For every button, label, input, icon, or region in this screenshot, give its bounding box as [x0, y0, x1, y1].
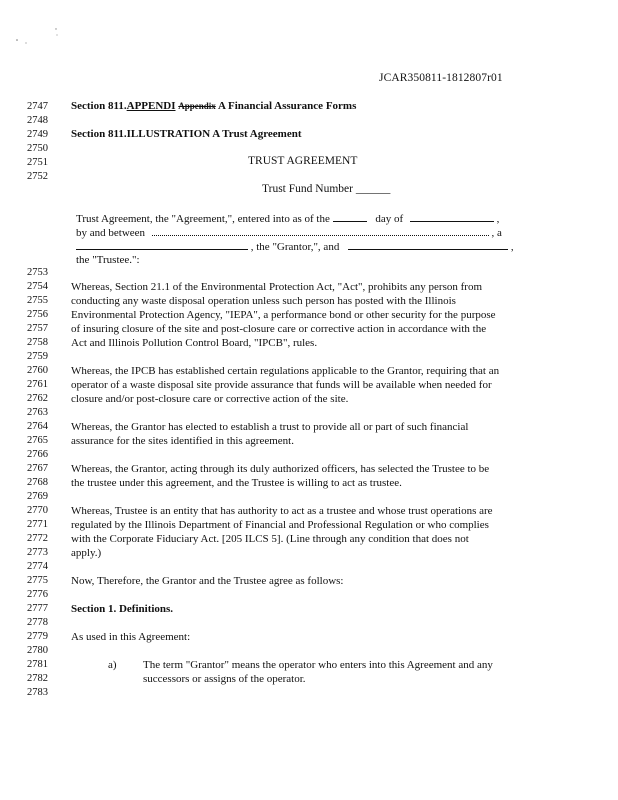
line-number: 2762: [27, 393, 48, 404]
line-number: 2783: [27, 687, 48, 698]
intro-comma-2: ,: [510, 241, 514, 253]
line-number: 2768: [27, 477, 48, 488]
paragraph-line: closure and/or post-closure care or corrective action of the site.: [71, 393, 349, 405]
intro-line-2: [76, 225, 502, 240]
line-number: 2775: [27, 575, 48, 586]
line-number: 2751: [27, 157, 48, 168]
paragraph-line: the trustee under this agreement, and the Trustee is willing to act as trustee.: [71, 477, 402, 489]
paragraph-line: apply.): [71, 547, 102, 559]
trust-fund-blank: ______: [355, 183, 391, 195]
paragraph-line: Environmental Protection Agency, "IEPA", a performance bond or other security for the purpose: [71, 309, 496, 321]
line-number: 2770: [27, 505, 48, 516]
line-number: 2782: [27, 673, 48, 684]
line-number: 2779: [27, 631, 48, 642]
line-number: 2773: [27, 547, 48, 558]
item-a-marker: a): [108, 659, 117, 671]
paragraph-line: Whereas, the IPCB has established certain regulations applicable to the Grantor, requiring that an: [71, 365, 500, 377]
month-blank: [410, 211, 494, 222]
line-number: 2756: [27, 309, 48, 320]
appendix-prefix: Section 811.: [71, 100, 127, 112]
paragraph-line: Whereas, the Grantor, acting through its duly authorized officers, has selected the Trustee to be: [71, 463, 490, 475]
scan-specks: [14, 24, 74, 54]
line-number: 2760: [27, 365, 48, 376]
line-number: 2761: [27, 379, 48, 390]
intro-a: , a: [491, 227, 502, 239]
paragraph-line: assurance for the sites identified in this agreement.: [71, 435, 294, 447]
line-number: 2766: [27, 449, 48, 460]
paragraph-line: Now, Therefore, the Grantor and the Trustee agree as follows:: [71, 575, 344, 587]
appendix-underlined: APPENDI: [126, 100, 176, 112]
line-number: 2772: [27, 533, 48, 544]
paragraph-line: regulated by the Illinois Department of Financial and Professional Regulation or who complies: [71, 519, 489, 531]
document-id: JCAR350811-1812807r01: [379, 72, 503, 84]
line-number: 2752: [27, 171, 48, 182]
illustration-heading: Section 811.ILLUSTRATION A Trust Agreement: [71, 128, 302, 140]
line-number: 2777: [27, 603, 48, 614]
line-number: 2771: [27, 519, 48, 530]
line-number: 2747: [27, 101, 48, 112]
line-number: 2767: [27, 463, 48, 474]
party-blank: [152, 225, 489, 236]
trust-fund-number: [262, 183, 390, 195]
intro-line-4: the "Trustee.":: [76, 254, 140, 266]
date-blank: [333, 211, 367, 222]
line-number: 2758: [27, 337, 48, 348]
paragraph-line: conducting any waste disposal operation unless such person has posted with the Illinois: [71, 295, 456, 307]
trust-fund-label: Trust Fund Number: [262, 183, 353, 195]
line-number: 2753: [27, 267, 48, 278]
grantor-blank: [76, 239, 248, 250]
intro-day-of: day of: [375, 213, 404, 225]
intro-comma: ,: [496, 213, 500, 225]
intro-grantor: , the "Grantor,", and: [250, 241, 340, 253]
line-number: 2750: [27, 143, 48, 154]
line-number: 2749: [27, 129, 48, 140]
line-number: 2763: [27, 407, 48, 418]
item-a-line: The term "Grantor" means the operator who enters into this Agreement and any: [143, 659, 493, 671]
intro-line-3: [76, 239, 514, 254]
paragraph-line: with the Corporate Fiduciary Act. [205 ILCS 5]. (Line through any condition that does not: [71, 533, 469, 545]
appendix-heading: [71, 99, 356, 113]
line-number: 2774: [27, 561, 48, 572]
paragraph-line: Whereas, Section 21.1 of the Environmental Protection Act, "Act", prohibits any person from: [71, 281, 482, 293]
line-number: 2759: [27, 351, 48, 362]
paragraph-line: of insuring closure of the site and post-closure care or corrective action in accordance with the: [71, 323, 487, 335]
as-used-line: As used in this Agreement:: [71, 631, 191, 643]
intro-entered-text: Trust Agreement, the "Agreement,", entered into as of the: [76, 213, 330, 225]
intro-by-and-between: by and between: [76, 227, 146, 239]
paragraph-line: operator of a waste disposal site provide assurance that funds will be available when needed for: [71, 379, 492, 391]
line-number: 2769: [27, 491, 48, 502]
line-number: 2781: [27, 659, 48, 670]
line-number: 2764: [27, 421, 48, 432]
paragraph-line: Whereas, the Grantor has elected to establish a trust to provide all or part of such financial: [71, 421, 469, 433]
line-number: 2757: [27, 323, 48, 334]
line-number: 2780: [27, 645, 48, 656]
line-number: 2776: [27, 589, 48, 600]
paragraph-line: Act and Illinois Pollution Control Board, "IPCB", rules.: [71, 337, 318, 349]
appendix-struck: Appendix: [178, 101, 216, 111]
section-1-heading: Section 1. Definitions.: [71, 603, 174, 615]
appendix-rest: A Financial Assurance Forms: [215, 100, 357, 112]
agreement-title: TRUST AGREEMENT: [248, 155, 358, 167]
line-number: 2778: [27, 617, 48, 628]
line-number: 2748: [27, 115, 48, 126]
item-a-line: successors or assigns of the operator.: [143, 673, 306, 685]
line-number: 2754: [27, 281, 48, 292]
line-number: 2755: [27, 295, 48, 306]
line-number: 2765: [27, 435, 48, 446]
paragraph-line: Whereas, Trustee is an entity that has authority to act as a trustee and whose trust operations are: [71, 505, 493, 517]
intro-line-1: [76, 211, 499, 226]
trustee-blank: [348, 239, 508, 250]
